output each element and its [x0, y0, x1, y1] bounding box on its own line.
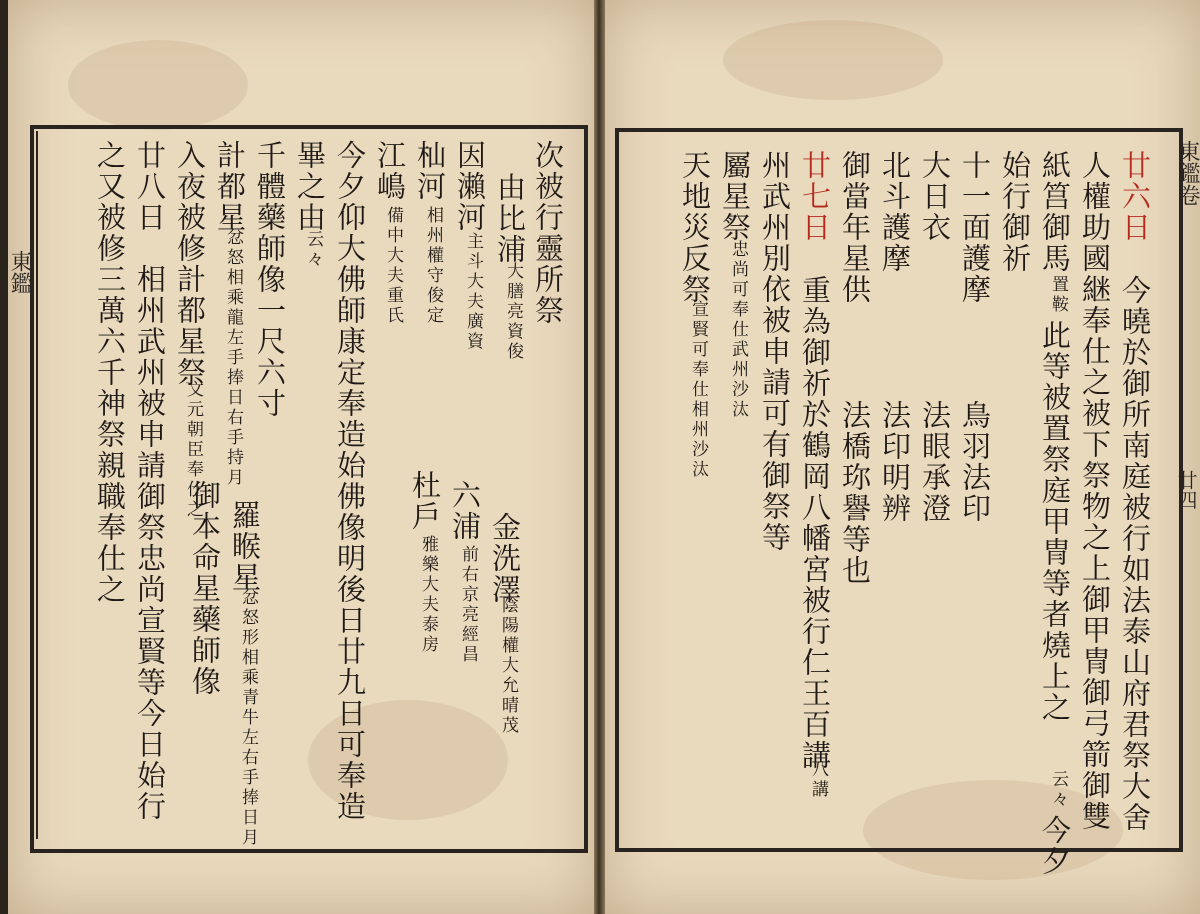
text-column: 忿怒形相乘青牛左右手捧日月: [238, 588, 258, 848]
text-column: 御本命星藥師像: [188, 480, 222, 697]
text-column: 法橋珎譽等也: [838, 400, 872, 586]
text-column: 因瀨河: [453, 140, 487, 233]
text-column: 由比浦: [493, 172, 527, 265]
text-column: 大膳亮資俊: [503, 262, 523, 362]
text-column: 重為御祈於鶴岡八幡宮被行仁王百講: [798, 275, 832, 771]
text-column: 云々: [303, 230, 323, 270]
text-column: 相州權守俊定: [423, 206, 443, 326]
text-column: 計都星: [213, 140, 247, 233]
text-column: 御當年星供: [838, 150, 872, 305]
text-column: 今曉於御所南庭被行如法泰山府君祭大舍: [1118, 275, 1152, 833]
text-column: 十一面護摩: [958, 150, 992, 305]
text-column: 之又被修三萬六千神祭親職奉仕之: [93, 140, 127, 605]
text-column: 天地災反祭: [678, 150, 712, 305]
text-column: 羅睺星: [228, 500, 262, 593]
text-column: 備中大夫重氏: [383, 206, 403, 326]
text-column: 千體藥師像一尺六寸: [253, 140, 287, 419]
text-column: 宣賢可奉仕相州沙汰: [688, 300, 708, 480]
text-column: 陰陽權大允晴茂: [498, 596, 518, 736]
text-column: 置鞍: [1048, 275, 1068, 315]
text-column: 杣河: [413, 140, 447, 202]
text-column: 六浦: [448, 480, 482, 542]
paper-stain: [723, 20, 943, 100]
text-column: 入夜被修計都星祭: [173, 140, 207, 388]
text-column: 八講: [808, 760, 828, 800]
text-column: 云々: [1048, 770, 1068, 810]
text-column: 忠尚可奉仕武州沙汰: [728, 240, 748, 420]
text-column: 法印明辨: [878, 400, 912, 524]
text-column: 畢之由: [293, 140, 327, 233]
text-column: 主斗大夫廣資: [463, 232, 483, 352]
folio-number: 廿四: [1174, 470, 1198, 510]
text-column: 屬星祭: [718, 150, 752, 243]
text-column: 北斗護摩: [878, 150, 912, 274]
left-margin-title: 東鑑: [7, 250, 32, 294]
text-column: 鳥羽法印: [958, 400, 992, 524]
text-column: 江嶋: [373, 140, 407, 202]
paper-stain: [68, 40, 248, 130]
text-column: 廿七日: [798, 150, 832, 243]
book-spine: [594, 0, 605, 914]
text-column: 次被行靈所祭: [531, 140, 565, 326]
text-column: 今夕仰大佛師康定奉造始佛像明後日廿九日可奉造: [333, 140, 367, 822]
text-column: 金洗澤: [488, 512, 522, 605]
text-column: 法眼承澄: [918, 400, 952, 524]
right-margin-title: 東鑑卷: [1175, 140, 1200, 206]
text-column: 杜戶: [408, 470, 442, 532]
left-frame-inner-rule: [36, 131, 38, 839]
text-column: 始行御祈: [998, 150, 1032, 274]
text-column: 此等被置祭庭甲冑等者燒上之: [1038, 320, 1072, 723]
text-column: 大日衣: [918, 150, 952, 243]
text-column: 人權助國継奉仕之被下祭物之上御甲冑御弓箭御雙: [1078, 150, 1112, 832]
text-column: 廿八日 相州武州被申請御祭忠尚宣賢等今日始行: [133, 140, 167, 822]
text-column: 廿六日: [1118, 150, 1152, 243]
text-column: 紙筥御馬: [1038, 150, 1072, 274]
text-column: 文元朝臣奉仕之: [183, 380, 203, 520]
text-column: 今夕: [1038, 815, 1072, 877]
text-column: 雅樂大夫泰房: [418, 535, 438, 655]
text-column: 前右京亮經昌: [458, 545, 478, 665]
text-column: 忿怒相乘龍左手捧日右手持月: [223, 228, 243, 488]
text-column: 州武州別依被申請可有御祭等: [758, 150, 792, 553]
